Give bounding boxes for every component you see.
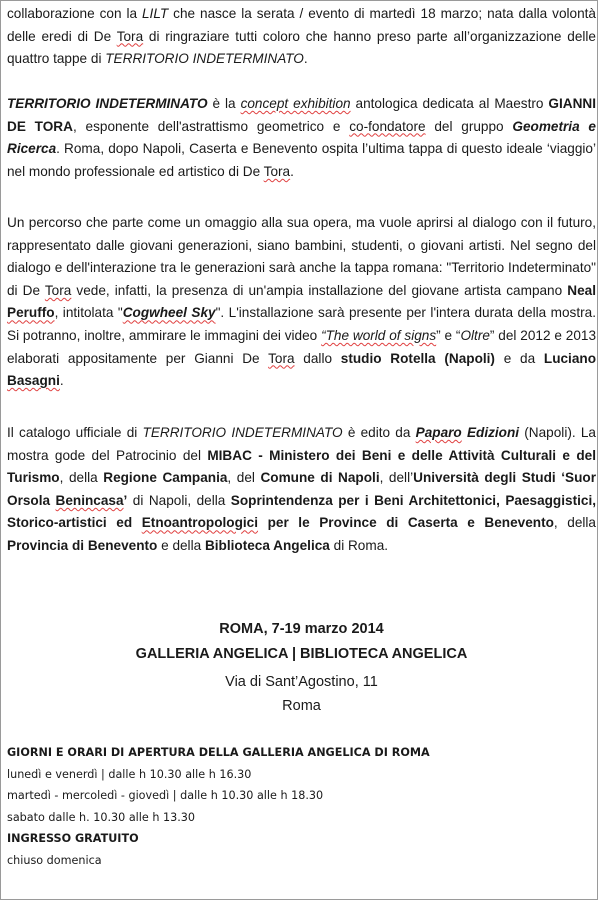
- opening-hours: [7, 742, 596, 872]
- paragraph-exhibition: TERRITORIO INDETERMINATO è la concept exhibition antologica dedicata al Maestro GIANNI DE TORA, esponente dell'astrattismo geometrico e co-fondatore del gruppo Geometria e Ricerca. Roma, dopo Napoli, Caserta e Benevento ospita l’ultima tappa di questo ideale ‘viaggio’ nel mondo professionale ed artistico di De Tora.: [7, 96, 596, 179]
- hours-line-mon-fri: lunedì e venerdì | dalle h 10.30 alle h 16.30: [7, 767, 252, 781]
- free-entry: INGRESSO GRATUITO: [7, 832, 139, 846]
- opening-hours-heading: GIORNI E ORARI DI APERTURA DELLA GALLERIA ANGELICA DI ROMA: [7, 746, 430, 759]
- event-date: ROMA, 7-19 marzo 2014: [219, 621, 384, 637]
- event-address: Via di Sant’Agostino, 11: [225, 674, 378, 690]
- closed-sunday: chiuso domenica: [7, 853, 102, 867]
- paragraph-catalogo: Il catalogo ufficiale di TERRITORIO INDETERMINATO è edito da Paparo Edizioni (Napoli). La mostra gode del Patrocinio del MIBAC - Ministero dei Beni e delle Attività Culturali e del Turismo, della Regione Campania, del Comune di Napoli, dell’Università degli Studi ‘Suor Orsola Benincasa’ di Napoli, della Soprintendenza per i Beni Architettonici, Paesaggistici, Storico-artistici ed Etnoantropologici per le Province di Caserta e Benevento, della Provincia di Benevento e della Biblioteca Angelica di Roma.: [7, 425, 596, 553]
- event-venue: GALLERIA ANGELICA | BIBLIOTECA ANGELICA: [135, 646, 468, 662]
- paragraph-percorso: Un percorso che parte come un omaggio alla sua opera, ma vuole aprirsi al dialogo con il futuro, rappresentato dalle giovani generazioni, siano bambini, studenti, o giovani artisti. Nel segno del dialogo e dell'interazione tra le generazioni sarà anche la tappa romana: "Territorio Indeterminato" di De Tora vede, infatti, la presenza di un'ampia installazione del giovane artista campano Neal Peruffo, intitolata "Cogwheel Sky". L'installazione sarà presente per l'intera durata della mostra. Si potranno, inoltre, ammirare le immagini dei video “The world of signs” e “Oltre” del 2012 e 2013 elaborati appositamente per Gianni De Tora dallo studio Rotella (Napoli) e da Luciano Basagni.: [7, 215, 597, 389]
- hours-line-tue-thu: martedì - mercoledì - giovedì | dalle h 10.30 alle h 18.30: [7, 789, 324, 803]
- event-city: Roma: [282, 698, 321, 714]
- paragraph-lilt: collaborazione con la LILT che nasce la serata / evento di martedì 18 marzo; nata dalla volontà delle eredi di De Tora di ringraziare tutti coloro che hanno preso parte all’organizzazione delle quattro tappe di TERRITORIO INDETERMINATO.: [7, 6, 596, 67]
- hours-line-sat: sabato dalle h. 10.30 alle h 13.30: [7, 810, 196, 824]
